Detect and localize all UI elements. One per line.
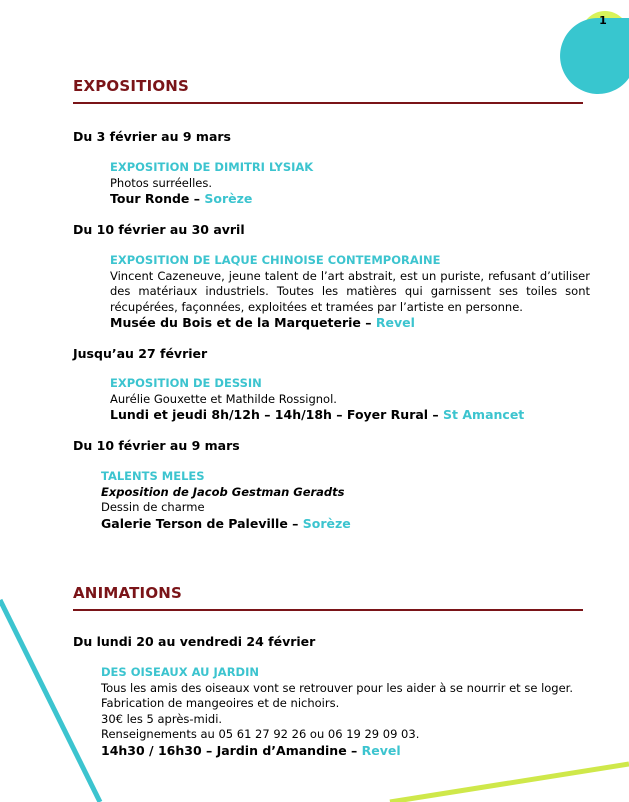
event-date: Jusqu’au 27 février <box>73 346 208 361</box>
event-title: EXPOSITION DE DIMITRI LYSIAK <box>110 160 314 174</box>
event-block <box>110 160 590 207</box>
event-date: Du lundi 20 au vendredi 24 février <box>73 634 316 649</box>
event-description: Renseignements au 05 61 27 92 26 ou 06 19 29 09 03. <box>101 727 420 741</box>
event-description: Vincent Cazeneuve, jeune talent de l’art abstrait, est un puriste, refusant d’utiliser des matériaux industriels. Toutes les matières qui garnissent ses toiles sont récupérées, façonnées, exploitées et tramées par l’artiste en personne. <box>110 268 590 314</box>
event-location <box>110 191 590 207</box>
event-description: Tous les amis des oiseaux vont se retrouver pour les aider à se nourrir et se loger. <box>101 680 573 695</box>
event-venue: Lundi et jeudi 8h/12h – 14h/18h – Foyer Rural – <box>110 407 439 422</box>
event-town: Sorèze <box>302 515 351 531</box>
event-venue: 14h30 / 16h30 – Jardin d’Amandine – <box>101 742 358 758</box>
section-title-animations: ANIMATIONS <box>73 584 183 602</box>
event-date: Du 10 février au 30 avril <box>73 222 245 237</box>
event-town: Revel <box>375 315 415 330</box>
page-number: 1 <box>599 14 607 27</box>
event-title: EXPOSITION DE LAQUE CHINOISE CONTEMPORAINE <box>110 253 441 267</box>
event-venue: Tour Ronde – <box>110 191 201 206</box>
event-town: Sorèze <box>204 191 253 206</box>
event-title: TALENTS MELES <box>101 469 205 483</box>
event-description: Fabrication de mangeoires et de nichoirs. <box>101 696 340 710</box>
section-divider <box>73 609 583 611</box>
event-location <box>110 407 590 423</box>
lime-diagonal-line <box>390 764 629 802</box>
event-date: Du 3 février au 9 mars <box>73 129 231 144</box>
event-date: Du 10 février au 9 mars <box>73 438 240 453</box>
event-town: St Amancet <box>443 407 525 422</box>
event-venue: Galerie Terson de Paleville – <box>101 515 299 531</box>
event-location <box>101 516 590 532</box>
section-title-expositions: EXPOSITIONS <box>73 77 190 95</box>
event-description: 30€ les 5 après-midi. <box>101 711 223 726</box>
event-description: Aurélie Gouxette et Mathilde Rossignol. <box>110 391 337 406</box>
event-location <box>110 315 590 331</box>
teal-diagonal-line <box>0 600 100 802</box>
section-divider <box>73 102 583 104</box>
event-subtitle: Exposition de Jacob Gestman Geradts <box>101 484 345 499</box>
event-block <box>101 469 590 531</box>
event-block <box>110 376 590 423</box>
event-town: Revel <box>361 742 401 758</box>
event-description: Dessin de charme <box>101 500 205 514</box>
event-location <box>101 743 590 759</box>
event-block <box>101 665 590 758</box>
event-venue: Musée du Bois et de la Marqueterie – <box>110 315 372 330</box>
event-title: EXPOSITION DE DESSIN <box>110 376 262 390</box>
event-description: Photos surréelles. <box>110 175 212 190</box>
event-title: DES OISEAUX AU JARDIN <box>101 665 260 679</box>
teal-circle-shape <box>560 18 629 94</box>
event-block <box>110 253 590 331</box>
